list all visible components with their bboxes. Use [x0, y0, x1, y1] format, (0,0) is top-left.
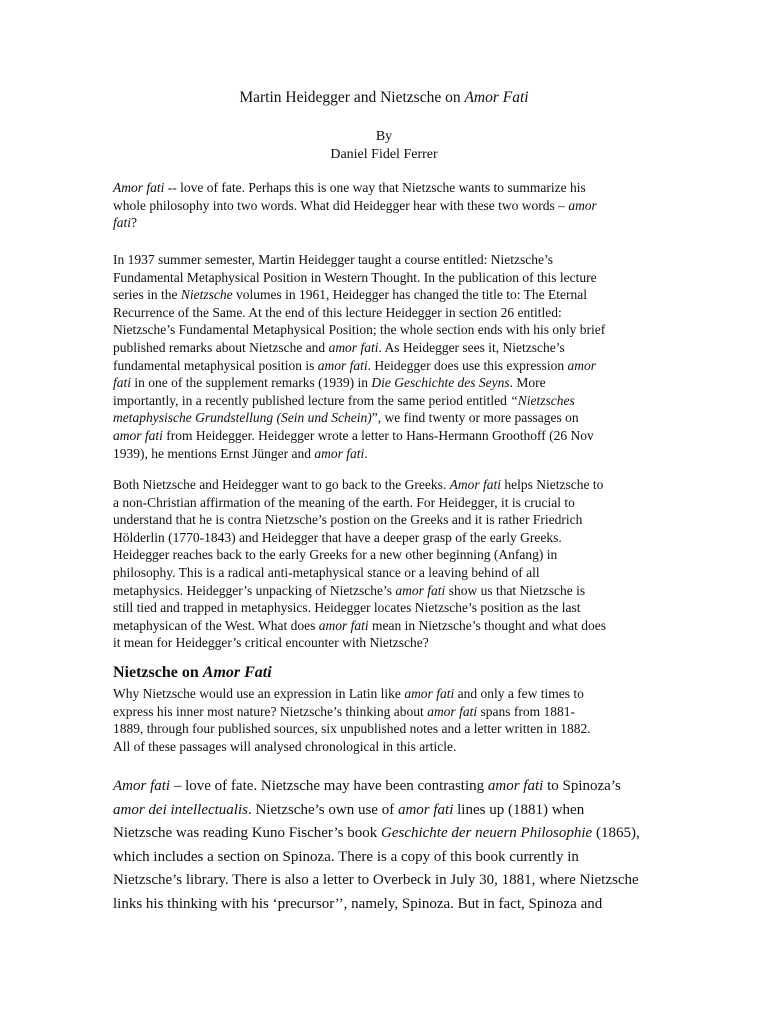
- text-run: Recurrence of the Same. At the end of this lecture Heidegger in section 26 entitled:: [113, 304, 562, 320]
- text-line: [113, 599, 661, 617]
- title-main: Martin Heidegger and Nietzsche on: [239, 89, 465, 106]
- text-run: published remarks about Nietzsche and: [113, 339, 329, 355]
- text-line: [113, 286, 661, 304]
- text-run: links his thinking with his ‘precursor’’, namely, Spinoza. But in fact, Spinoza and: [113, 895, 603, 912]
- text-run: Nietzsche was reading Kuno Fischer’s book: [113, 825, 381, 842]
- text-line: [113, 214, 661, 232]
- text-run: ?: [131, 215, 138, 231]
- text-line: [113, 582, 661, 600]
- italic-run: amor fati: [427, 703, 478, 719]
- text-run: In 1937 summer semester, Martin Heidegger taught a course entitled: Nietzsche’s: [113, 252, 553, 267]
- text-line: [113, 703, 661, 721]
- text-run: – love of fate. Nietzsche may have been contrasting: [170, 778, 488, 794]
- text-line: [113, 869, 673, 893]
- italic-run: amor dei intellectualis: [113, 801, 248, 818]
- italic-run: fati: [113, 375, 132, 391]
- text-line: [113, 546, 661, 564]
- byline-author: Daniel Fidel Ferrer: [330, 147, 438, 162]
- text-line: [113, 251, 661, 269]
- text-run: Hölderlin (1770-1843) and Heidegger that have a deeper grasp of the early Greeks.: [113, 529, 562, 545]
- italic-run: Nietzsche: [180, 287, 233, 303]
- text-line: [113, 197, 661, 215]
- italic-run: amor: [568, 197, 597, 213]
- text-run: 1889, through four published sources, six unpublished notes and a letter written in 1882.: [113, 721, 591, 737]
- text-line: [113, 321, 661, 339]
- paragraph-4: [113, 685, 661, 755]
- text-line: [113, 409, 661, 427]
- italic-run: amor fati: [328, 339, 379, 355]
- italic-run: Amor fati: [113, 180, 165, 195]
- italic-run: amor fati: [314, 445, 365, 461]
- text-run: in one of the supplement remarks (1939) in: [131, 375, 372, 391]
- text-run: (1865),: [592, 825, 640, 842]
- text-run: . As Heidegger sees it, Nietzsche’s: [378, 339, 565, 355]
- text-run: mean in Nietzsche’s thought and what does: [368, 617, 606, 633]
- text-run: volumes in 1961, Heidegger has changed the title to: The Eternal: [232, 287, 588, 303]
- text-run: Heidegger reaches back to the early Greeks for a new other beginning (Anfang) in: [113, 547, 558, 563]
- text-run: whole philosophy into two words. What did Heidegger hear with these two words –: [113, 197, 569, 213]
- text-run: metaphysican of the West. What does: [113, 617, 319, 633]
- text-run: ”, we find twenty or more passages on: [371, 410, 579, 426]
- italic-run: amor fati: [395, 582, 446, 598]
- text-line: [113, 685, 661, 703]
- text-run: .: [364, 445, 368, 461]
- text-line: [113, 738, 661, 756]
- text-line: [113, 445, 661, 463]
- text-line: [113, 799, 673, 823]
- italic-run: Geschichte der neuern Philosophie: [381, 825, 593, 842]
- italic-run: Amor fati: [449, 477, 502, 492]
- text-run: series in the: [113, 287, 181, 303]
- text-run: express his inner most nature? Nietzsche’s thinking about: [113, 703, 428, 719]
- section-heading-italic: Amor Fati: [202, 664, 272, 681]
- section-heading-main: Nietzsche on: [113, 664, 203, 681]
- text-line: [113, 529, 661, 547]
- text-run: . More: [509, 375, 546, 391]
- text-line: [113, 634, 661, 652]
- text-line: [113, 511, 661, 529]
- byline-by: By: [375, 129, 393, 144]
- text-run: Fundamental Metaphysical Position in Western Thought. In the publication of this lecture: [113, 269, 597, 285]
- text-run: show us that Nietzsche is: [445, 582, 586, 598]
- text-run: a non-Christian affirmation of the meaning of the earth. For Heidegger, it is crucial to: [113, 494, 575, 510]
- italic-run: “Nietzsches: [510, 392, 575, 408]
- italic-run: amor fati: [404, 686, 455, 701]
- italic-run: amor fati: [397, 801, 454, 818]
- text-line: [113, 564, 661, 582]
- title-italic: Amor Fati: [464, 89, 529, 106]
- text-run: to Spinoza’s: [543, 778, 621, 794]
- text-line: [113, 179, 661, 197]
- text-line: [113, 775, 673, 799]
- section-heading: [113, 664, 272, 682]
- text-line: [113, 494, 661, 512]
- text-line: [113, 822, 673, 846]
- text-line: [113, 476, 661, 494]
- text-run: importantly, in a recently published lecture from the same period entitled: [113, 392, 511, 408]
- paragraph-1: [113, 179, 661, 232]
- text-line: [113, 617, 661, 635]
- text-run: which includes a section on Spinoza. There is a copy of this book currently in: [113, 848, 579, 865]
- text-line: [113, 269, 661, 287]
- italic-run: metaphysische Grundstellung (Sein und Schein): [113, 410, 372, 426]
- text-run: . Nietzsche’s own use of: [247, 801, 398, 818]
- text-run: Why Nietzsche would use an expression in Latin like: [113, 686, 405, 701]
- text-line: [113, 846, 673, 870]
- text-line: [113, 893, 673, 917]
- text-run: fundamental metaphysical position is: [113, 357, 318, 373]
- text-run: 1939), he mentions Ernst Jünger and: [113, 445, 315, 461]
- text-run: All of these passages will analysed chronological in this article.: [113, 738, 457, 754]
- text-run: Both Nietzsche and Heidegger want to go back to the Greeks.: [113, 477, 450, 492]
- italic-run: amor fati: [113, 427, 163, 443]
- byline: [0, 128, 768, 164]
- text-line: [113, 720, 661, 738]
- italic-run: amor fati: [318, 617, 369, 633]
- text-line: [113, 304, 661, 322]
- text-line: [113, 427, 661, 445]
- text-line: [113, 339, 661, 357]
- italic-run: amor: [567, 357, 596, 373]
- text-run: -- love of fate. Perhaps this is one way that Nietzsche wants to summarize his: [164, 180, 586, 195]
- italic-run: amor fati: [487, 778, 544, 794]
- text-run: philosophy. This is a radical anti-metaphysical stance or a leaving behind of all: [113, 564, 540, 580]
- text-run: spans from 1881-: [477, 703, 575, 719]
- text-run: understand that he is contra Nietzsche’s postion on the Greeks and it is rather Friedrich: [113, 512, 583, 528]
- italic-run: fati: [113, 215, 132, 231]
- text-run: . Heidegger does use this expression: [367, 357, 568, 373]
- text-run: it mean for Heidegger’s critical encounter with Nietzsche?: [113, 635, 429, 651]
- paragraph-3: [113, 476, 661, 652]
- text-run: helps Nietzsche to: [501, 477, 604, 492]
- italic-run: amor fati: [317, 357, 368, 373]
- paragraph-5: [113, 775, 673, 917]
- text-run: Nietzsche’s Fundamental Metaphysical Position; the whole section ends with his only brief: [113, 322, 606, 338]
- text-run: Nietzsche’s library. There is also a letter to Overbeck in July 30, 1881, where Nietzsche: [113, 872, 639, 889]
- paragraph-2: [113, 251, 661, 462]
- text-run: and only a few times to: [454, 686, 584, 701]
- italic-run: Amor fati: [113, 778, 171, 794]
- document-title: [0, 89, 768, 107]
- text-run: from Heidegger. Heidegger wrote a letter to Hans-Hermann Groothoff (26 Nov: [162, 427, 594, 443]
- text-run: metaphysics. Heidegger’s unpacking of Nietzsche’s: [113, 582, 396, 598]
- text-line: [113, 392, 661, 410]
- text-run: still tied and trapped in metaphysics. Heidegger locates Nietzsche’s position as the last: [113, 600, 581, 616]
- text-line: [113, 374, 661, 392]
- text-line: [113, 357, 661, 375]
- text-run: lines up (1881) when: [453, 801, 585, 818]
- italic-run: Die Geschichte des Seyns: [371, 375, 510, 391]
